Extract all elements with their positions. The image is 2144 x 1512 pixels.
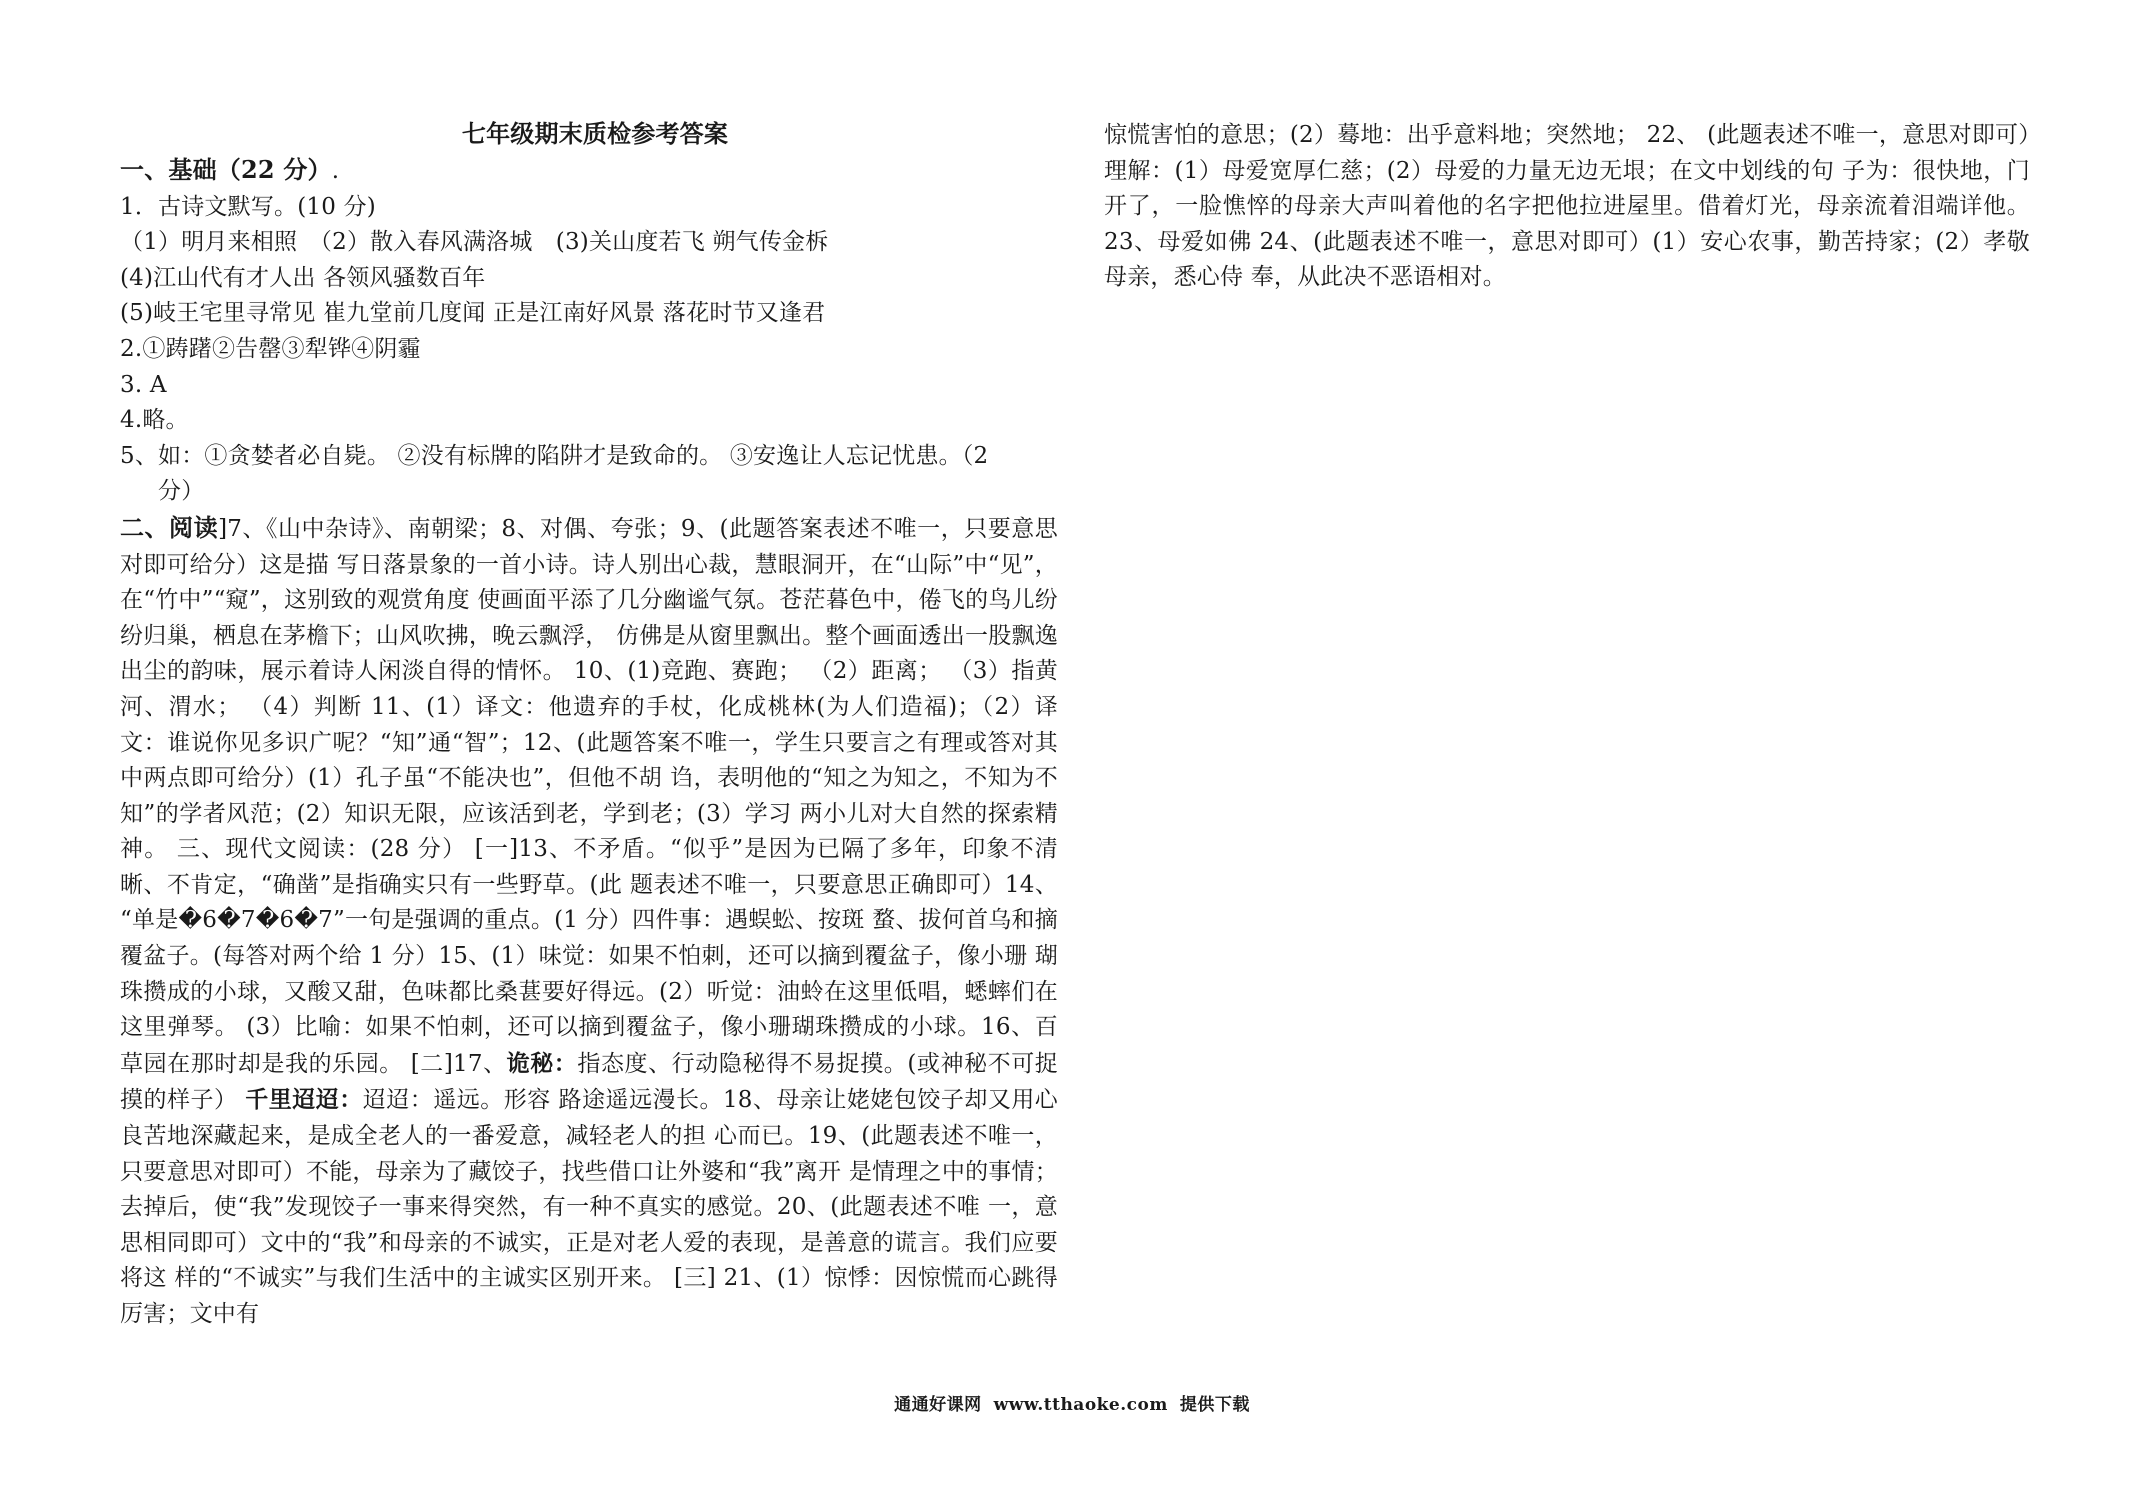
- section2-text-part3: 迢迢：遥远。形容 路途遥远漫长。18、母亲让姥姥包饺子却又用心良苦地深藏起来，是成全老人的一番爱意，减轻老人的担 心而已。19、(此题表述不唯一，只要意思对即可）不能，母亲为了藏饺子，找些借口让外婆和“我”离开 是情理之中的事情；去掉后，使“我”发现饺子一事来得突然，有一种不真实的感觉。20、(此题表述不唯 一，意思相同即可）文中的“我”和母亲的不诚实，正是对老人爱的表现，是善意的谎言。我们应要将这 样的“不诚实”与我们生活中的主诚实区别开来。 [三] 21、(1）惊悸：因惊慌而心跳得厉害；文中有: [120, 1087, 1059, 1327]
- section1-line-8-wrap: 分）: [158, 478, 205, 505]
- section2-term-qianlitiaotiao: 千里迢迢：: [245, 1086, 363, 1114]
- section1-line-3: (4)江山代有才人出 各领风骚数百年: [120, 264, 486, 291]
- right-column: [1104, 118, 2044, 296]
- section1-heading: 一、基础（22 分）: [120, 155, 332, 184]
- section2-term-guimi: 诡秘：: [506, 1049, 578, 1077]
- section2-text-part2: 指态度、行动隐秘得不易捉摸。(或神秘不可捉摸的样子）: [120, 1050, 1058, 1114]
- section1-line-2: （1）明月来相照 （2）散入春风满洛城 (3)关山度若飞 朔气传金柝: [120, 229, 829, 256]
- section2-heading: 二、阅读: [120, 512, 219, 542]
- section2-text-part1: ]7、《山中杂诗》、南朝梁；8、对偶、夸张；9、(此题答案表述不唯一，只要意思对即可给分）这是描 写日落景象的一首小诗。诗人别出心裁，慧眼洞开，在“山际”中“见”，在“竹中”“窥”，这别致的观赏角度 使画面平添了几分幽谧气氛。苍茫暮色中，倦飞的鸟儿纷纷归巢，栖息在茅檐下；山风吹拂，晚云飘浮， 仿佛是从窗里飘出。整个画面透出一股飘逸出尘的韵味，展示着诗人闲淡自得的情怀。 10、(1)竞跑、赛跑； （2）距离； （3）指黄河、渭水； （4）判断 11、(1）译文：他遗弃的手杖，化成桃林(为人们造福)；（2）译文：谁说你见多识广呢？“知”通“智”；12、(此题答案不唯一，学生只要言之有理或答对其中两点即可给分）(1）孔子虽“不能决也”，但他不胡 诌，表明他的“知之为知之，不知为不知”的学者风范；(2）知识无限，应该活到老，学到老；(3）学习 两小儿对大自然的探索精神。 三、现代文阅读：(28 分） [一]13、不矛盾。“似乎”是因为已隔了多年，印象不清晰、不肯定，“确凿”是指确实只有一些野草。(此 题表述不唯一，只要意思正确即可）14、 “单是�6�7�6�7”一句是强调的重点。(1 分）四件事：遇蜈蚣、按斑 蝥、拔何首乌和摘覆盆子。(每答对两个给 1 分）15、(1）味觉：如果不怕刺，还可以摘到覆盆子，像小珊 瑚珠攒成的小球，又酸又甜，色味都比桑葚要好得远。(2）听觉：油蛉在这里低唱，蟋蟀们在这里弹琴。 (3）比喻：如果不怕刺，还可以摘到覆盆子，像小珊瑚珠攒成的小球。16、百草园在那时却是我的乐园。 [二]17、: [120, 515, 1058, 1077]
- section1-line-7: 4.略。: [120, 407, 189, 434]
- section1-line-1: 1．古诗文默写。(10 分): [120, 193, 376, 220]
- section1-heading-tail: .: [331, 158, 340, 184]
- footer-url: www.tthaoke.com: [993, 1395, 1168, 1415]
- section1-line-8: 5、如：①贪婪者必自毙。 ②没有标牌的陷阱才是致命的。 ③安逸让人忘记忧患。（2: [120, 442, 989, 469]
- section1-line-4: (5)岐王宅里寻常见 崔九堂前几度闻 正是江南好风景 落花时节又逢君: [120, 300, 826, 327]
- right-column-paragraph: 惊慌害怕的意思；(2）蓦地：出乎意料地；突然地； 22、 (此题表述不唯一，意思对即可）理解：(1）母爱宽厚仁慈；(2）母爱的力量无边无垠；在文中划线的句 子为：很快地，门开了，一脸憔悴的母亲大声叫着他的名字把他拉进屋里。借着灯光，母亲流着泪端详他。 23、母爱如佛 24、(此题表述不唯一，意思对即可）(1）安心农事，勤苦持家；(2）孝敬母亲，悉心侍 奉，从此决不恶语相对。: [1104, 122, 2030, 291]
- document-title: [120, 116, 1070, 152]
- footer-tail: 提供下载: [1179, 1395, 1250, 1415]
- section1-line-6: 3. A: [120, 371, 167, 398]
- section1-line-5: 2.①踌躇②告罄③犁铧④阴霾: [120, 335, 421, 362]
- left-body: [120, 152, 1070, 1333]
- page-footer: [0, 1390, 2144, 1415]
- document-title-text: 七年级期末质检参考答案: [461, 119, 729, 148]
- footer-site-name: 通通好课网: [894, 1395, 982, 1415]
- section2-paragraph: [120, 510, 1058, 1333]
- section1-heading-line: [120, 152, 1070, 190]
